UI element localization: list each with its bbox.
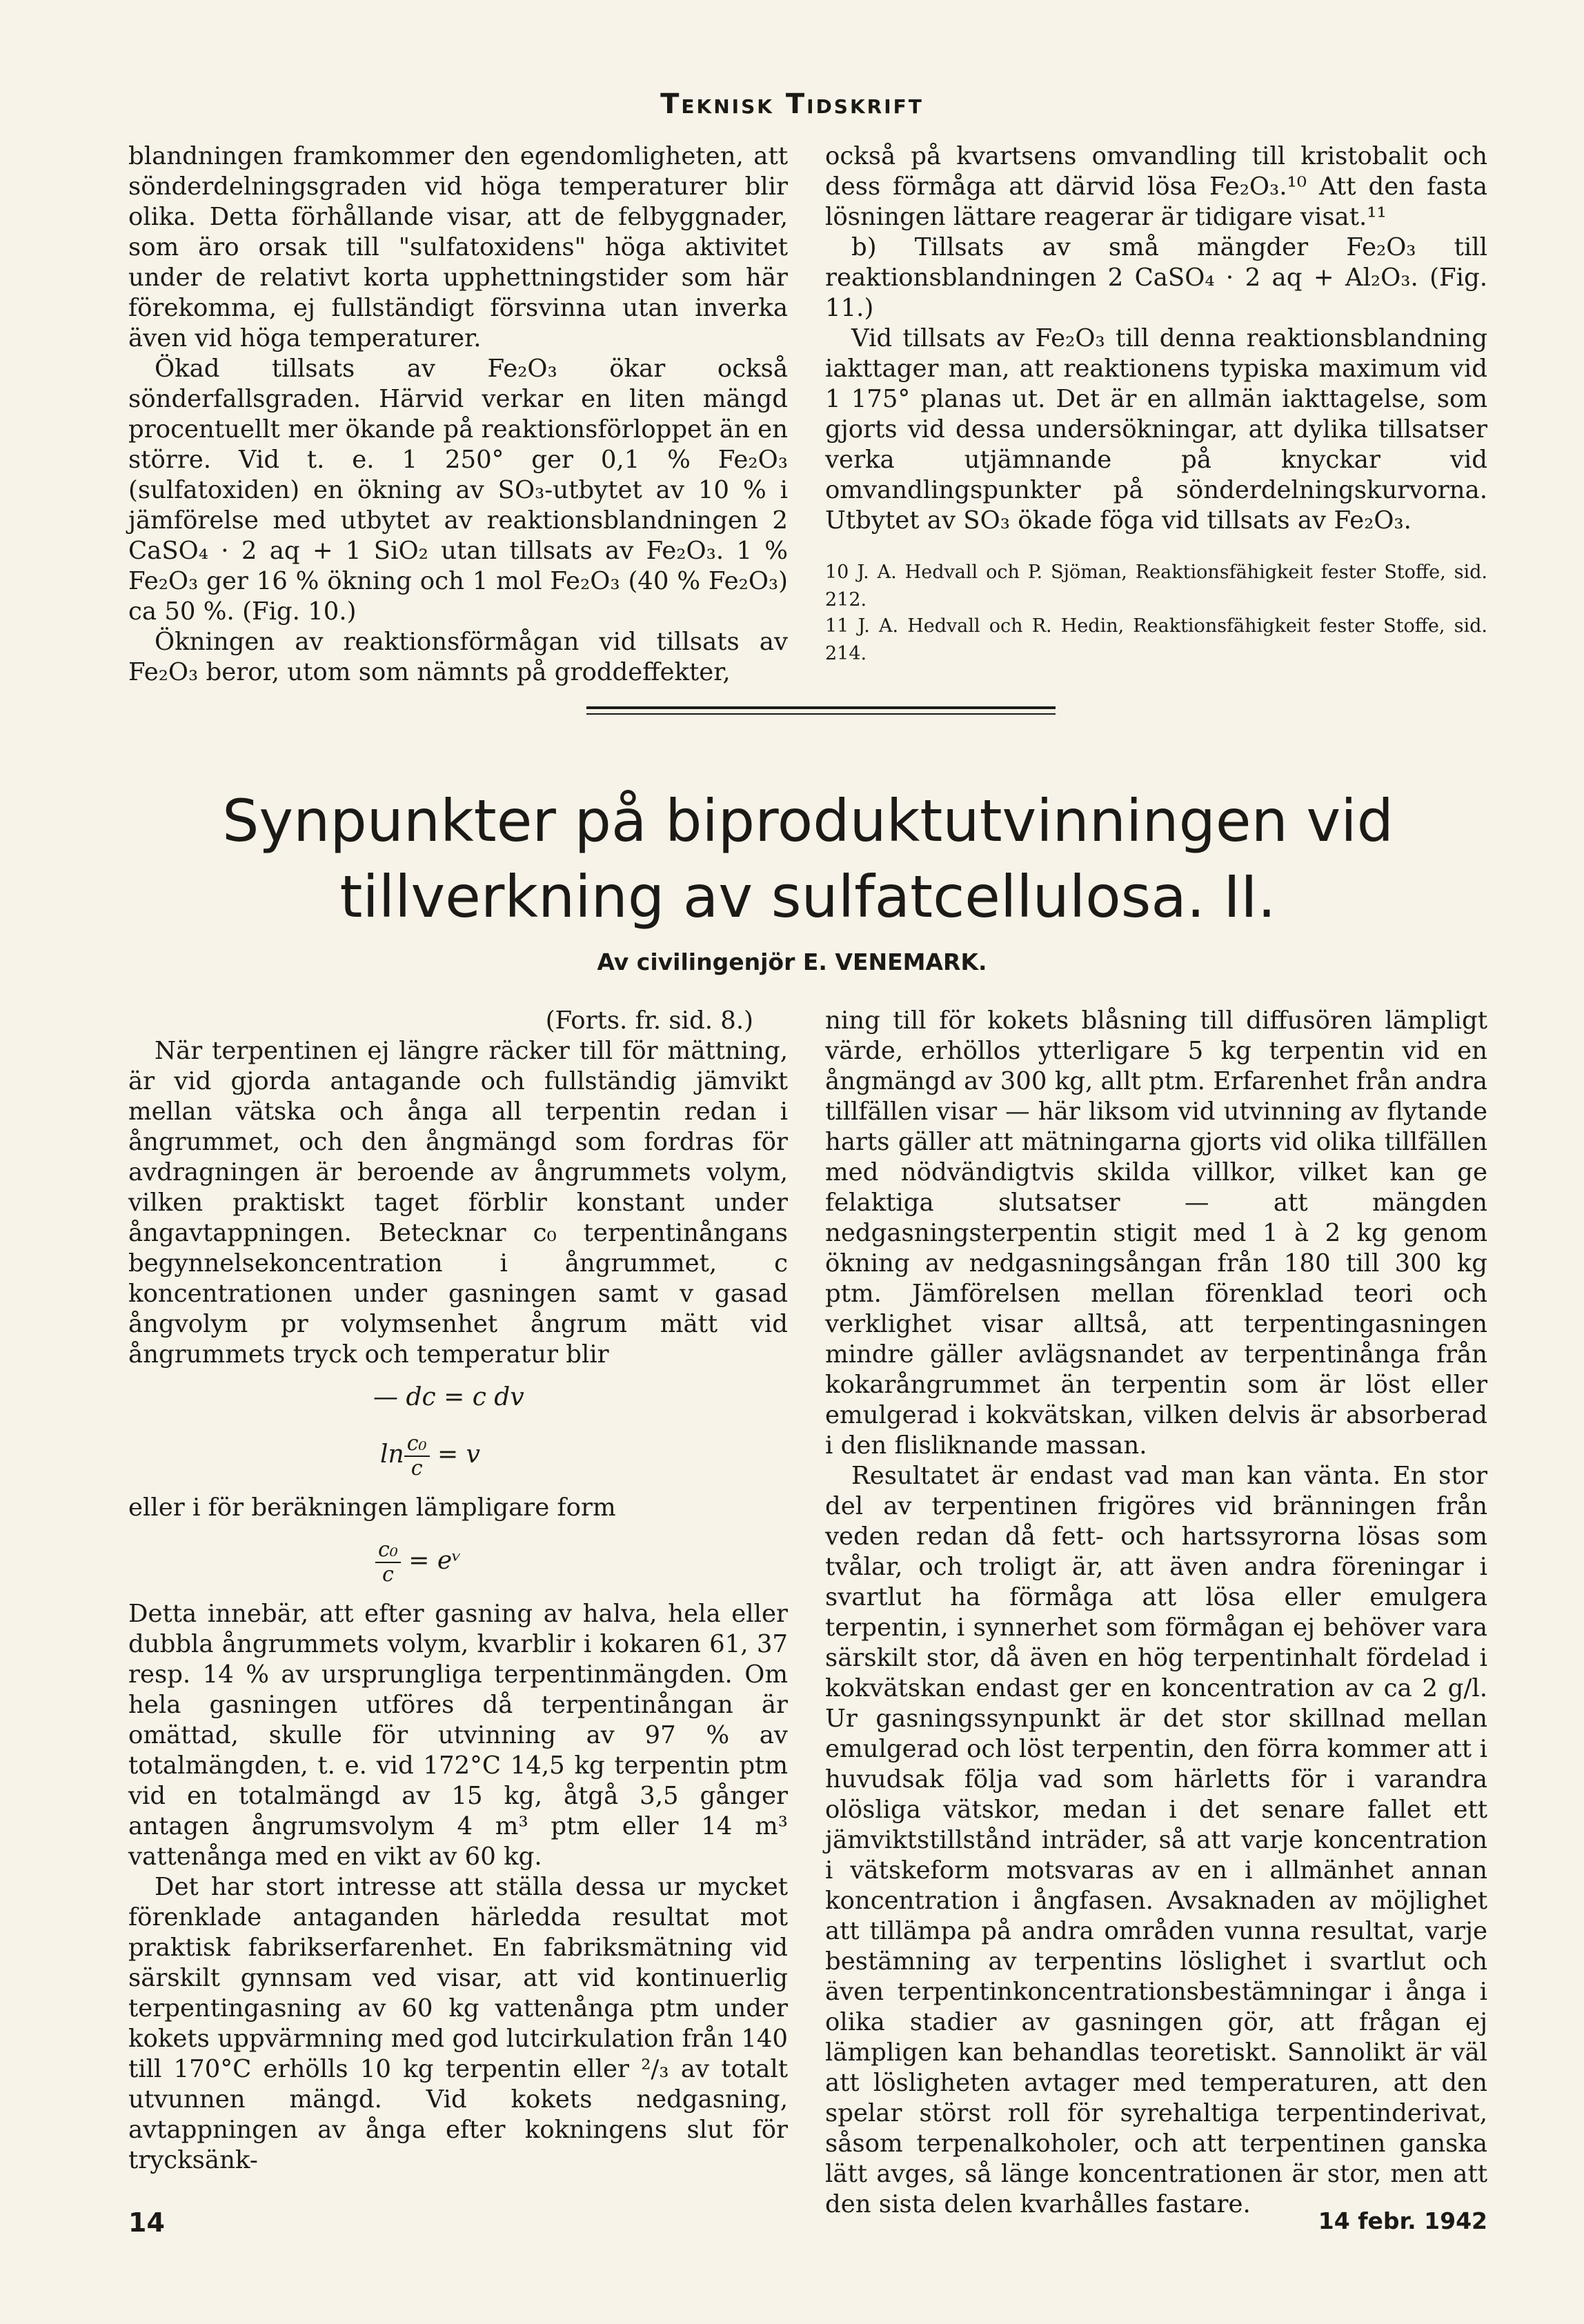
article-right-paragraph-1: ning till för kokets blåsning till diffusören lämpligt värde, erhöllos ytterligare 5 kg terpentin vid en ångmängd av 300 kg, allt ptm. Erfarenhet från andra tillfällen visar — här liksom vid utvinning av flytande harts gäller att mätningarna gjorts vid olika tillfällen med nödvändigtvis skilda villkor, vilket kan ge felaktiga slutsatser — att mängden nedgasningsterpentin stigit med 1 à 2 kg genom ökning av nedgasningsångan från 180 till 300 kg ptm. Jämförelsen mellan förenklad teori och verklighet visar alltså, att terpentingasningen mindre gäller avlägsnandet av terpentinånga från kokarångrummet än terpentin som är löst eller emulgerad i kokvätskan, vilken delvis är absorberad i den flisliknande massan. (825, 1006, 1487, 1460)
continued-note: (Forts. fr. sid. 8.) (545, 1006, 753, 1035)
article-left-column (128, 1006, 788, 2176)
equation-2-numerator: c₀ (404, 1432, 430, 1457)
prev-right-paragraph-2: b) Tillsats av små mängder Fe₂O₃ till reaktionsblandningen 2 CaSO₄ · 2 aq + Al₂O₃. (Fig. 11.) (825, 233, 1487, 322)
section-divider-thin (586, 713, 1056, 715)
article-left-paragraph-1: När terpentinen ej längre räcker till för mättning, är vid gjorda antagande och fullständig jämvikt mellan vätska och ånga all terpentin redan i ångrummet, och den ångmängd som fordras för avdragningen är beroende av ångrummets volym, vilken praktiskt taget förblir konstant under ångavtappningen. Betecknar c₀ terpentinångans begynnelsekoncentration i ångrummet, c koncentrationen under gasningen samt v gasad ångvolym pr volymsenhet ångrum mätt vid ångrummets tryck och temperatur blir (128, 1037, 788, 1369)
prev-right-paragraph-1: också på kvartsens omvandling till kristobalit och dess förmåga att därvid lösa Fe₂O₃.¹⁰ Att den fasta lösningen lättare reagerar är tidigare visat.¹¹ (825, 142, 1487, 231)
equation-3-rhs: = eᵛ (408, 1547, 462, 1575)
prev-right-paragraph-3: Vid tillsats av Fe₂O₃ till denna reaktionsblandning iakttager man, att reaktionens typiska maximum vid 1 175° planas ut. Det är en allmän iakttagelse, som gjorts vid dessa undersökningar, att dylika tillsatser verka utjämnande på knyckar vid omvandlingspunkter på sönderdelningskurvorna. Utbytet av SO₃ ökade föga vid tillsats av Fe₂O₃. (825, 324, 1487, 535)
equation-3-denominator: c (382, 1562, 394, 1587)
article-left-paragraph-3: Det har stort intresse att ställa dessa ur mycket förenklade antaganden härledda resultat mot praktisk fabrikserfarenhet. En fabriksmätning vid särskilt gynnsam ved visar, att vid kontinuerlig terpentingasning av 60 kg vattenånga ptm under kokets uppvärmning med god lutcirkulation från 140 till 170°C erhölls 10 kg terpentin eller ²/₃ av totalt utvunnen mängd. Vid kokets nedgasning, avtappningen av ånga efter kokningens slut för trycksänk- (128, 1873, 788, 2174)
equation-2-ln: ln (380, 1440, 404, 1469)
footnote-text: J. A. Hedvall och R. Hedin, Reaktionsfähigkeit fester Stoffe, sid. 214. (825, 615, 1487, 664)
equation-2-denominator: c (410, 1456, 423, 1480)
article-byline: Av civilingenjör E. VENEMARK. (597, 949, 987, 975)
footnote-number: 10 (825, 562, 849, 583)
footnote-text: J. A. Hedvall och P. Sjöman, Reaktionsfähigkeit fester Stoffe, sid. 212. (825, 562, 1487, 610)
equation-3 (128, 1538, 788, 1587)
page-number: 14 (128, 2207, 165, 2238)
section-divider (586, 706, 1056, 709)
article-right-column (825, 1006, 1487, 2220)
prev-article-left-column (128, 141, 788, 688)
article-right-paragraph-2: Resultatet är endast vad man kan vänta. En stor del av terpentinen frigöres vid bränningen från veden redan då fett- och hartssyrorna lösas som tvålar, och troligt är, att även andra föreningar i svartlut ha förmåga att lösa eller emulgera terpentin, i synnerhet som förmågan ej behöver vara särskilt stor, då även en hög terpentinhalt fördelad i kokvätskan endast ger en koncentration av ca 2 g/l. Ur gasningssynpunkt är det stor skillnad mellan emulgerad och löst terpentin, den förra kommer att i huvudsak följa vad som härletts för i varandra olösliga vätskor, medan i det senare fallet ett jämviktstillstånd inträder, så att varje koncentration i vätskeform motsvaras av en i allmänhet annan koncentration i ångfasen. Avsaknaden av möjlighet att tillämpa på andra områden vunna resultat, varje bestämning av terpentins löslighet i svartlut och även terpentinkoncentrationsbestämningar i ånga i olika stadier av gasningen gör, att frågan ej lämpligen kan behandlas teoretiskt. Sannolikt är väl att lösligheten avtager med temperaturen, att den spelar störst roll för syrehaltiga terpentinderivat, såsom terpenalkoholer, och att terpentinen ganska lätt avges, så länge koncentrationen är stor, men att den sista delen kvarhålles fastare. (825, 1462, 1487, 2218)
article-left-paragraph-2: Detta innebär, att efter gasning av halva, hela eller dubbla ångrummets volym, kvarblir i kokaren 61, 37 resp. 14 % av ursprungliga terpentinmängden. Om hela gasningen utföres då terpentinångan är omättad, skulle för utvinning av 97 % av totalmängden, t. e. vid 172°C 14,5 kg terpentin ptm vid en totalmängd av 15 kg, åtgå 3,5 gånger antagen ångrumsvolym 4 m³ ptm eller 14 m³ vattenånga med en vikt av 60 kg. (128, 1600, 788, 1871)
equation-2-rhs: = v (437, 1440, 480, 1469)
equation-3-numerator: c₀ (375, 1538, 401, 1563)
footnote-number: 11 (825, 615, 849, 637)
journal-title: Teknisk Tidskrift (660, 88, 924, 120)
article-title: Synpunkter på biproduktutvinningen vid tillverkning av sulfatcellulosa. II. (222, 787, 1394, 931)
prev-left-paragraph-2: Ökad tillsats av Fe₂O₃ ökar också sönderfallsgraden. Härvid verkar en liten mängd procentuellt mer ökande på reaktionsförloppet än en större. Vid t. e. 1 250° ger 0,1 % Fe₂O₃ (sulfatoxiden) en ökning av SO₃-utbytet av 10 % i jämförelse med utbytet av reaktionsblandningen 2 CaSO₄ · 2 aq + 1 SiO₂ utan tillsats av Fe₂O₃. 1 % Fe₂O₃ ger 16 % ökning och 1 mol Fe₂O₃ (40 % Fe₂O₃) ca 50 %. (Fig. 10.) (128, 355, 788, 626)
footnote-10 (825, 559, 1487, 614)
issue-date: 14 febr. 1942 (1318, 2207, 1487, 2234)
equation-1: — dc = c dv (373, 1383, 524, 1411)
equation-3-fraction (375, 1538, 401, 1587)
prev-left-paragraph-1: blandningen framkommer den egendomligheten, att sönderdelningsgraden vid höga temperaturer blir olika. Detta förhållande visar, att de felbyggnader, som äro orsak till "sulfatoxidens" höga aktivitet under de relativt korta upphettningstider som här förekomma, ej fullständigt försvinna utan inverka även vid höga temperaturer. (128, 142, 788, 352)
prev-article-right-column (825, 141, 1487, 536)
equation-2 (128, 1432, 788, 1480)
article-left-midline: eller i för beräkningen lämpligare form (128, 1493, 616, 1522)
footnote-11 (825, 613, 1487, 668)
equation-2-fraction (404, 1432, 430, 1480)
prev-left-paragraph-3: Ökningen av reaktionsförmågan vid tillsats av Fe₂O₃ beror, utom som nämnts på groddeffekter, (128, 628, 788, 686)
